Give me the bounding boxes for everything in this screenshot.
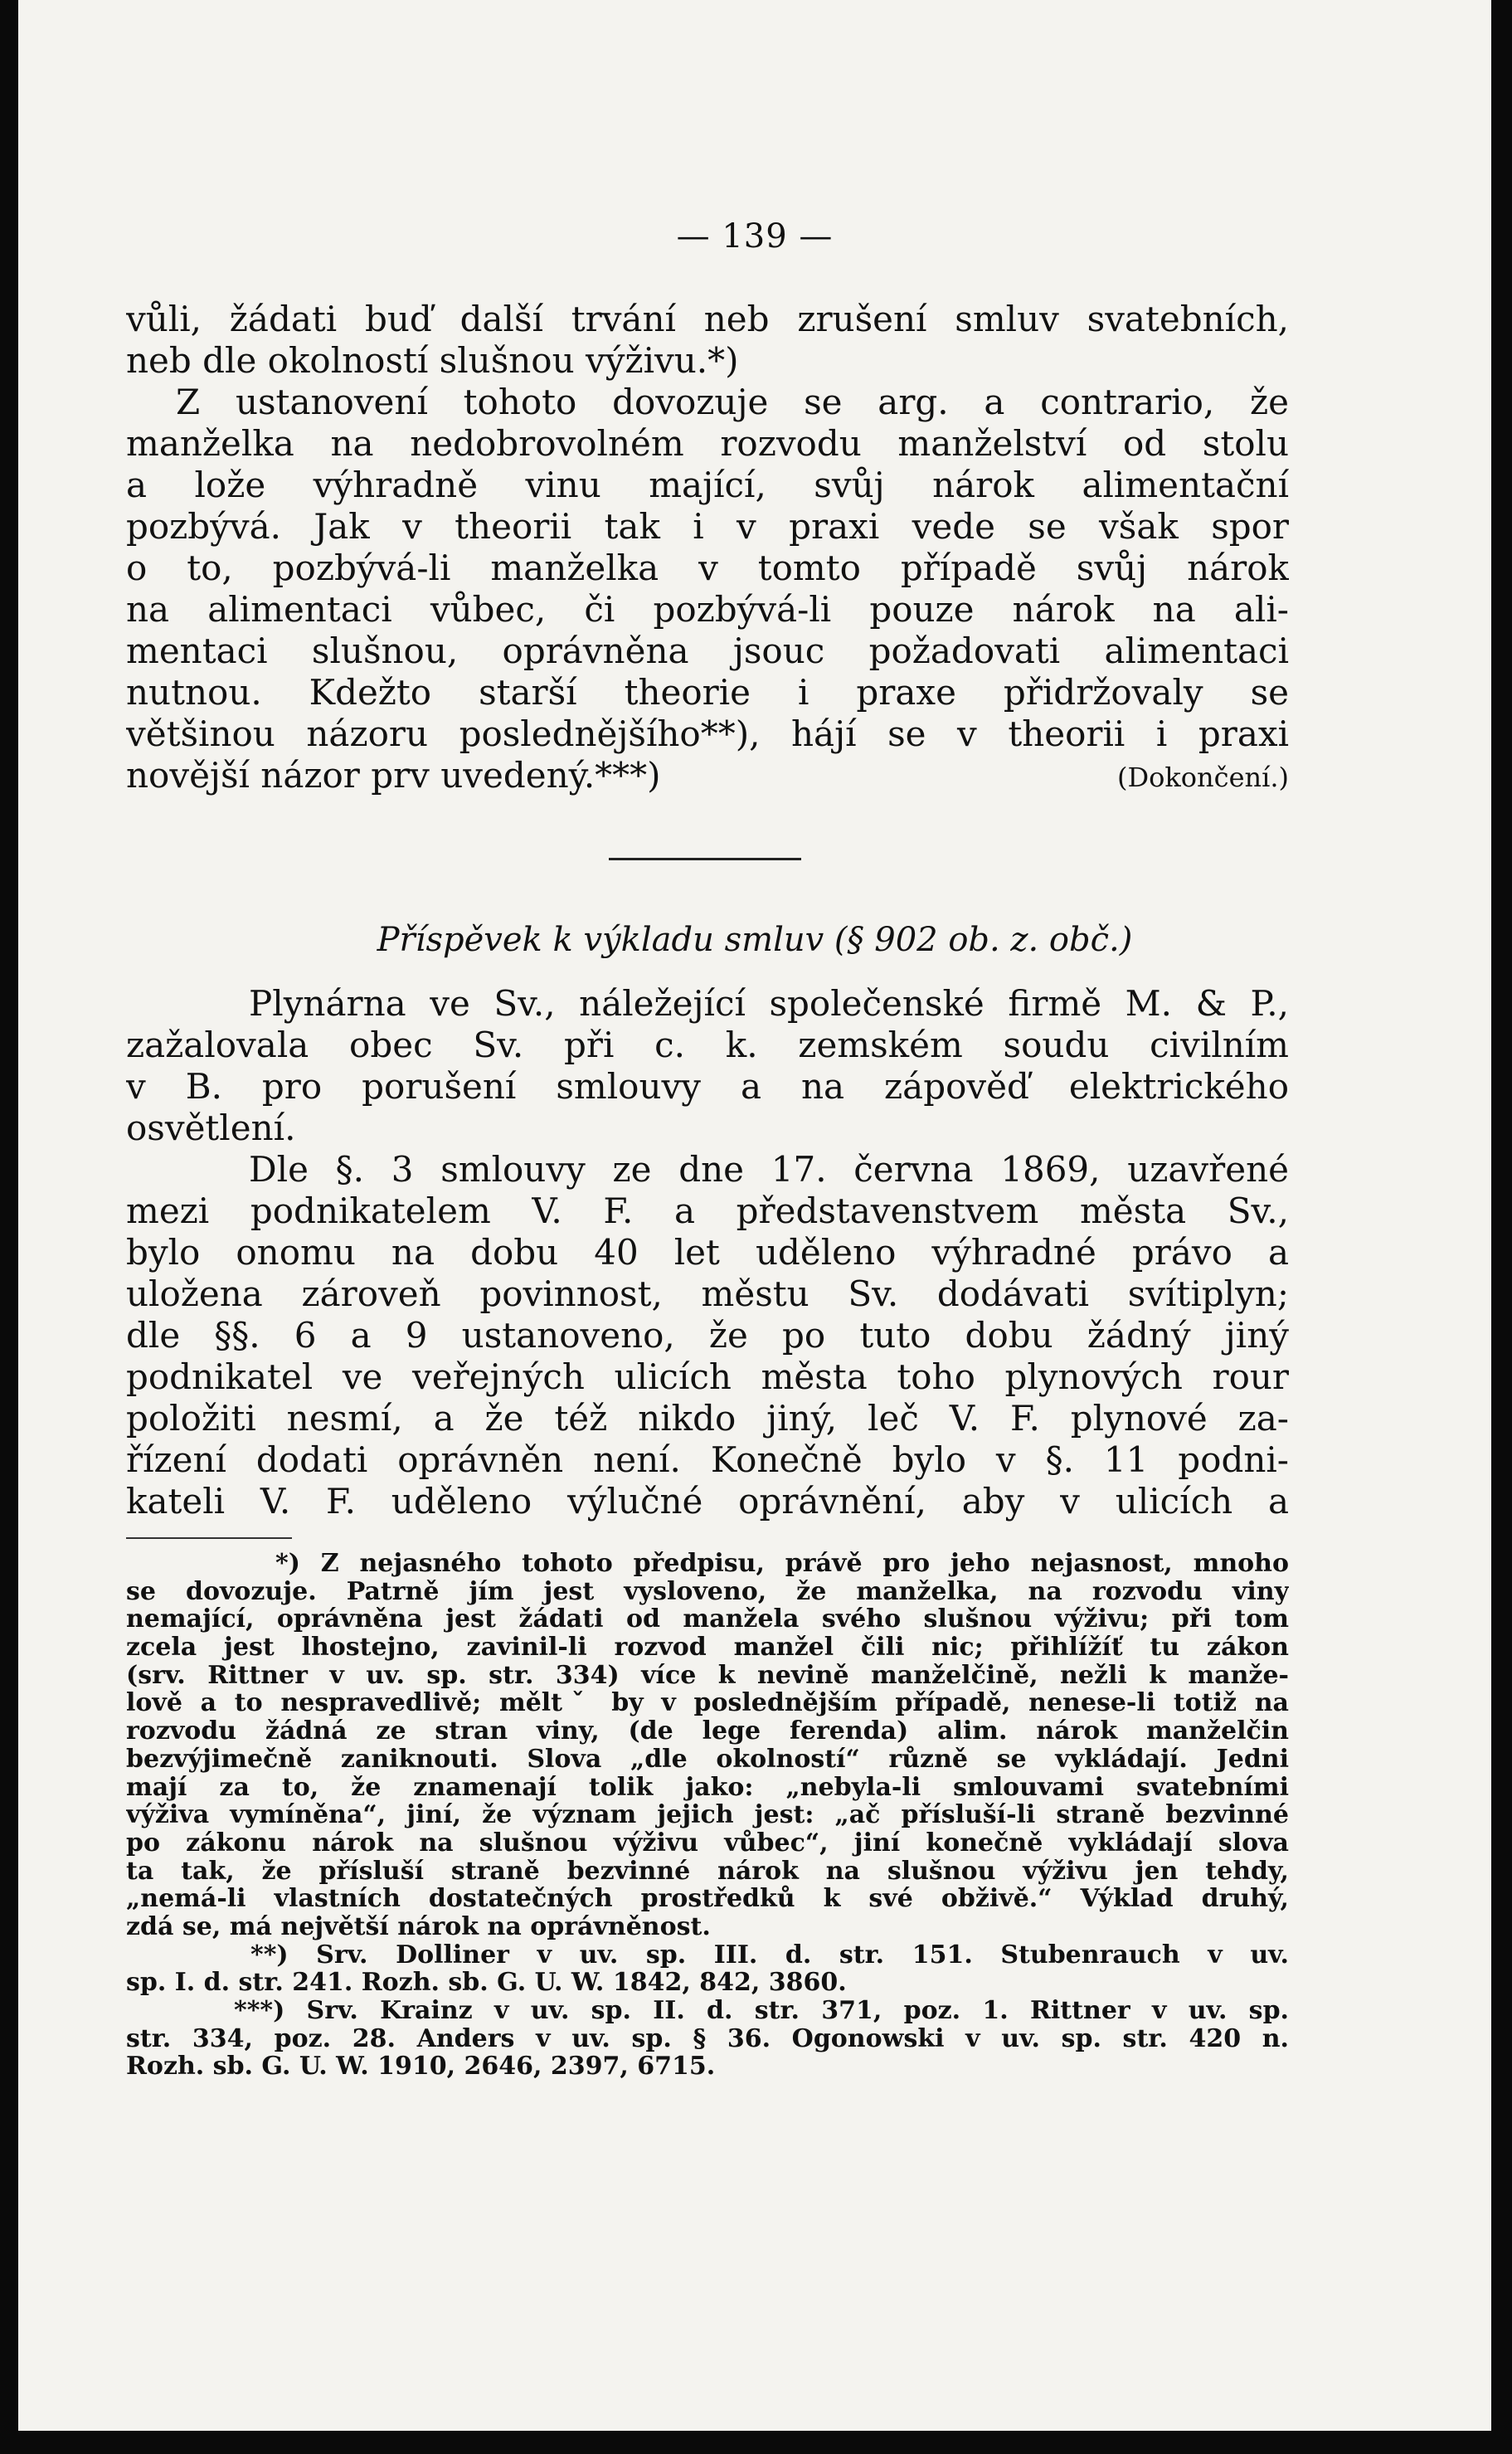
- paragraph-2: [126, 983, 1289, 1522]
- section-title: Příspěvek k výkladu smluv (§ 902 ob. z. obč.): [377, 921, 1133, 959]
- footnote-line: výživa vymíněna“, jiní, že význam jejich jest: „ač přísluší-li straně bezvinné: [126, 1801, 1289, 1829]
- text-line: uložena zároveň povinnost, městu Sv. dodávati svítiplyn;: [126, 1273, 1289, 1314]
- footnote-line: Rozh. sb. G. U. W. 1910, 2646, 2397, 6715.: [126, 2052, 716, 2082]
- text-line: položiti nesmí, a že též nikdo jiný, leč V. F. plynové za-: [126, 1398, 1289, 1439]
- footnote-line: lově a to nespravedlivě; měltˇ by v poslednějším případě, nenese-li totiž na: [126, 1689, 1289, 1718]
- text-line: o to, pozbývá-li manželka v tomto případě svůj nárok: [126, 548, 1289, 588]
- footnote-line: mají za to, že znamenají tolik jako: „nebyla-li smlouvami svatebními: [126, 1773, 1289, 1802]
- page-number: — 139 —: [676, 217, 834, 256]
- footnote-line: rozvodu žádná ze stran viny, (de lege ferenda) alim. nárok manželčin: [126, 1717, 1289, 1746]
- footnote-line: (srv. Rittner v uv. sp. str. 334) více k nevině manželčině, nežli k manže-: [126, 1661, 1289, 1690]
- text-line: pozbývá. Jak v theorii tak i v praxi vede se však spor: [126, 506, 1289, 547]
- text-line: osvětlení.: [126, 1108, 296, 1148]
- footnote-line: zcela jest lhostejno, zavinil-li rozvod manžel čili nic; přihlížíť tu zákon: [126, 1634, 1289, 1662]
- footnote-line: ***) Srv. Krainz v uv. sp. II. d. str. 371, poz. 1. Rittner v uv. sp.: [234, 1997, 1289, 2025]
- book-page: [18, 0, 1491, 2431]
- text-line: Dle §. 3 smlouvy ze dne 17. června 1869, uzavřené: [249, 1149, 1289, 1190]
- text-line: podnikatel ve veřejných ulicích města toho plynových rour: [126, 1356, 1289, 1397]
- paragraph-1: [126, 299, 1289, 796]
- footnote-line: sp. I. d. str. 241. Rozh. sb. G. U. W. 1842, 842, 3860.: [126, 1969, 847, 1997]
- footnotes: [126, 1550, 1289, 2081]
- footnote-line: „nemá-li vlastních dostatečných prostředků k své obživě.“ Výklad druhý,: [126, 1885, 1289, 1913]
- footnote-line: po zákonu nárok na slušnou výživu vůbec“, jiní konečně vykládají slova: [126, 1828, 1289, 1858]
- scan-bottom-edge: [0, 2431, 1512, 2454]
- text-line: řízení dodati oprávněn není. Konečně bylo v §. 11 podni-: [126, 1439, 1289, 1480]
- text-line: neb dle okolností slušnou výživu.*): [126, 340, 739, 381]
- section-separator: [609, 858, 801, 860]
- text-line: kateli V. F. uděleno výlučné oprávnění, aby v ulicích a: [126, 1481, 1289, 1522]
- footnote-line: bezvýjimečně zaniknouti. Slova „dle okolností“ různě se vykládají. Jedni: [126, 1745, 1289, 1774]
- footnote-line: nemající, oprávněna jest žádati od manžela svého slušnou výživu; při tom: [126, 1605, 1289, 1634]
- footnote-separator: [126, 1537, 292, 1539]
- text-line-content: novější názor prv uvedený.***): [126, 755, 661, 796]
- footnote-line: se dovozuje. Patrně jím jest vysloveno, že manželka, na rozvodu viny: [126, 1577, 1289, 1606]
- text-line: v B. pro porušení smlouvy a na zápověď elektrického: [126, 1066, 1289, 1107]
- footnote-line: *) Z nejasného tohoto předpisu, právě pro jeho nejasnost, mnoho: [275, 1550, 1289, 1578]
- text-line: zažalovala obec Sv. při c. k. zemském soudu civilním: [126, 1025, 1289, 1065]
- text-line: mezi podnikatelem V. F. a představenstvem města Sv.,: [126, 1190, 1289, 1231]
- text-line: většinou názoru poslednějšího**), hájí se v theorii i praxi: [126, 713, 1289, 754]
- text-line: vůli, žádati buď další trvání neb zrušení smluv svatebních,: [126, 299, 1289, 339]
- text-line: bylo onomu na dobu 40 let uděleno výhradné právo a: [126, 1232, 1289, 1273]
- text-line: a lože výhradně vinu mající, svůj nárok alimentační: [126, 465, 1289, 505]
- text-line: Plynárna ve Sv., náležející společenské firmě M. & P.,: [249, 983, 1289, 1024]
- text-line: Z ustanovení tohoto dovozuje se arg. a contrario, že: [176, 382, 1289, 422]
- footnote-line: zdá se, má největší nárok na oprávněnost.: [126, 1912, 711, 1941]
- text-line: mentaci slušnou, oprávněna jsouc požadovati alimentaci: [126, 631, 1289, 671]
- scan-right-edge: [1491, 0, 1512, 2454]
- text-line: manželka na nedobrovolném rozvodu manželství od stolu: [126, 423, 1289, 464]
- continued-marker: (Dokončení.): [1116, 762, 1289, 793]
- footnote-line: **) Srv. Dolliner v uv. sp. III. d. str. 151. Stubenrauch v uv.: [250, 1940, 1289, 1970]
- text-line: nutnou. Kdežto starší theorie i praxe přidržovaly se: [126, 672, 1289, 713]
- text-line: [126, 755, 1289, 796]
- footnote-line: str. 334, poz. 28. Anders v uv. sp. § 36. Ogonowski v uv. sp. str. 420 n.: [126, 2024, 1289, 2053]
- scan-left-edge: [0, 0, 18, 2454]
- text-line: dle §§. 6 a 9 ustanoveno, že po tuto dobu žádný jiný: [126, 1315, 1289, 1356]
- text-line: na alimentaci vůbec, či pozbývá-li pouze nárok na ali-: [126, 589, 1289, 630]
- footnote-line: ta tak, že přísluší straně bezvinné nárok na slušnou výživu jen tehdy,: [126, 1857, 1289, 1886]
